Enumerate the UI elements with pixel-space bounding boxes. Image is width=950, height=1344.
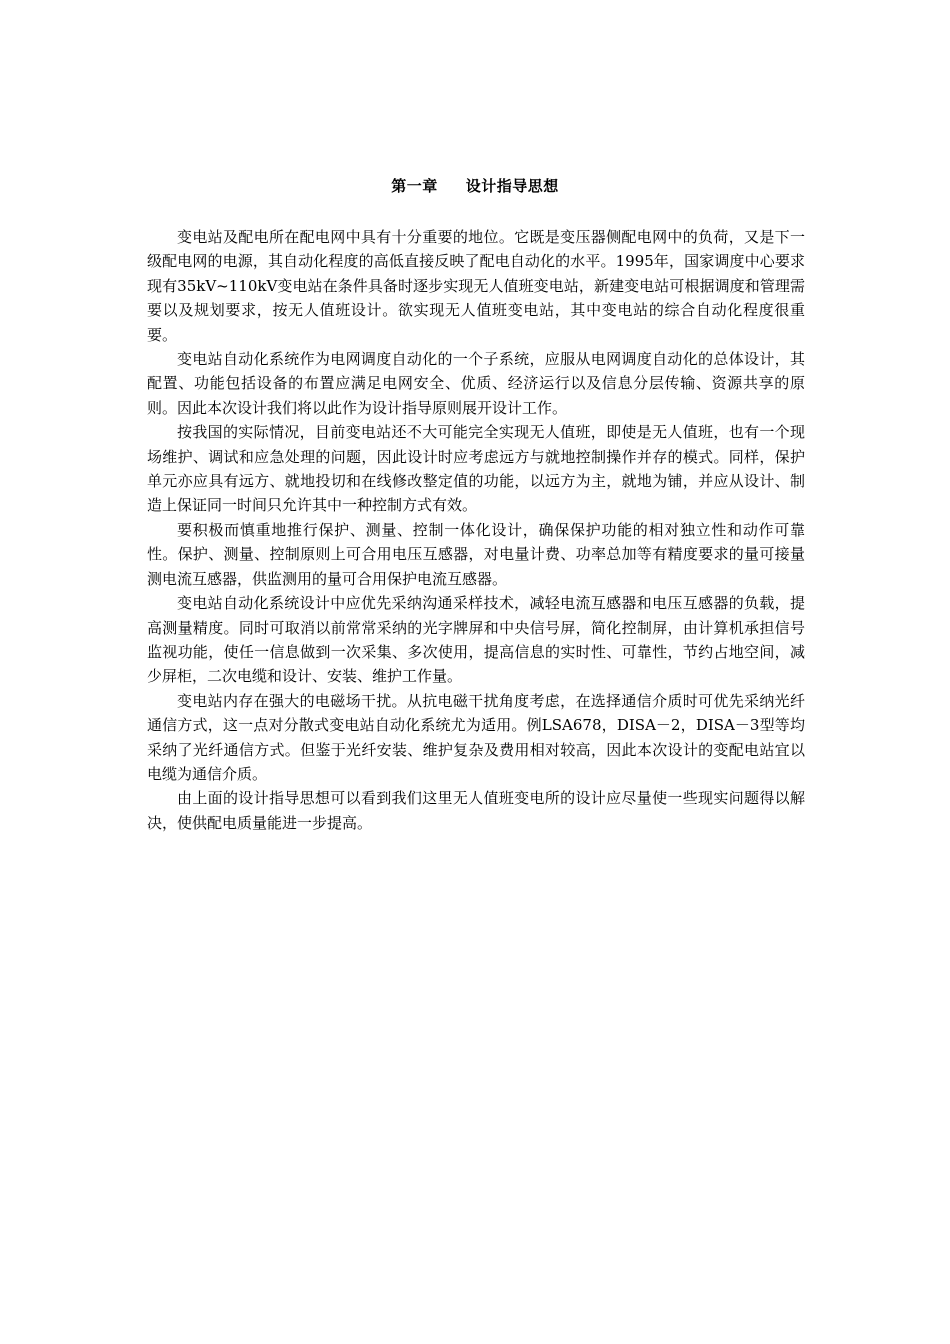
paragraph-6: 变电站内存在强大的电磁场干扰。从抗电磁干扰角度考虑，在选择通信介质时可优先采纳光纤通信方式，这一点对分散式变电站自动化系统尤为适用。例LSA678，DISA－2，DISA－3型等均采纳了光纤通信方式。但鉴于光纤安装、维护复杂及费用相对较高，因此本次设计的变配电站宜以电缆为通信介质。 <box>147 691 805 783</box>
paragraph-3: 按我国的实际情况，目前变电站还不大可能完全实现无人值班，即使是无人值班，也有一个现场维护、调试和应急处理的问题，因此设计时应考虑远方与就地控制操作并存的模式。同样，保护单元亦应具有远方、就地投切和在线修改整定值的功能，以远方为主，就地为铺，并应从设计、制造上保证同一时间只允许其中一种控制方式有效。 <box>147 423 805 515</box>
paragraph-2: 变电站自动化系统作为电网调度自动化的一个子系统，应服从电网调度自动化的总体设计，其配置、功能包括设备的布置应满足电网安全、优质、经济运行以及信息分层传输、资源共享的原则。因此本次设计我们将以此作为设计指导原则展开设计工作。 <box>147 350 805 417</box>
chapter-heading <box>0 176 950 196</box>
paragraph-7: 由上面的设计指导思想可以看到我们这里无人值班变电所的设计应尽量使一些现实问题得以解决，使供配电质量能进一步提高。 <box>147 789 805 832</box>
paragraph-5: 变电站自动化系统设计中应优先采纳沟通采样技术，减轻电流互感器和电压互感器的负载，提高测量精度。同时可取消以前常常采纳的光字牌屏和中央信号屏，简化控制屏，由计算机承担信号监视功能，使任一信息做到一次采集、多次使用，提高信息的实时性、可靠性，节约占地空间，减少屏柜，二次电缆和设计、安装、维护工作量。 <box>147 594 805 686</box>
chapter-title: 设计指导思想 <box>465 177 559 195</box>
chapter-number: 第一章 <box>391 177 438 195</box>
document-body <box>147 225 805 835</box>
paragraph-1: 变电站及配电所在配电网中具有十分重要的地位。它既是变压器侧配电网中的负荷，又是下一级配电网的电源，其自动化程度的高低直接反映了配电自动化的水平。1995年，国家调度中心要求现有35kV~110kV变电站在条件具备时逐步实现无人值班变电站，新建变电站可根据调度和管理需要以及规划要求，按无人值班设计。欲实现无人值班变电站，其中变电站的综合自动化程度很重要。 <box>147 228 805 344</box>
paragraph-4: 要积极而慎重地推行保护、测量、控制一体化设计，确保保护功能的相对独立性和动作可靠性。保护、测量、控制原则上可合用电压互感器，对电量计费、功率总加等有精度要求的量可接量测电流互感器，供监测用的量可合用保护电流互感器。 <box>147 520 805 588</box>
